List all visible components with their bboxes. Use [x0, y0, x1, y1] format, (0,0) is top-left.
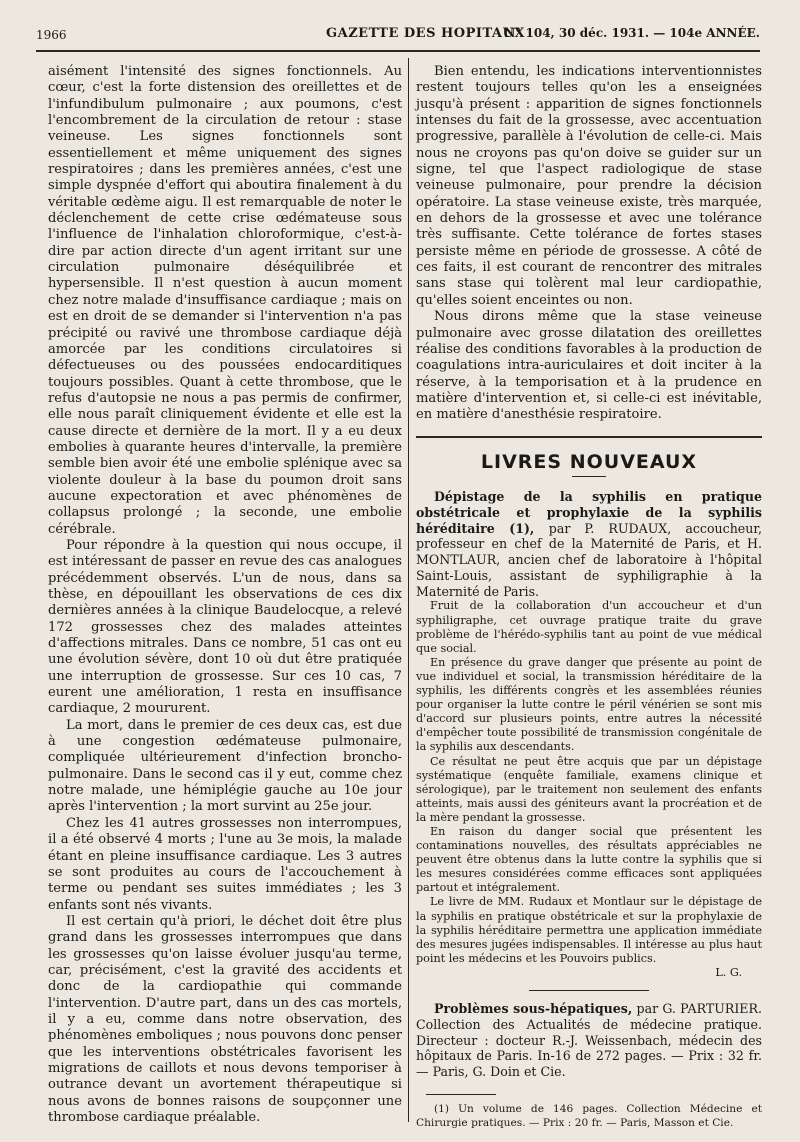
- paragraph: Nous dirons même que la stase veineuse pulmonaire avec grosse dilatation des oreillettes réalise des conditions favorables à la production de coagulations intra-auriculaires et doit inciter à la réserve, à la temporisation et à la prudence en matière d'intervention et, si celle-ci est inévitable, en matière d'anesthésie respiratoire.: [416, 309, 762, 423]
- header-rule: [36, 50, 760, 52]
- book-review: [416, 599, 762, 980]
- paragraph: La mort, dans le premier de ces deux cas, est due à une congestion œdémateuse pulmonaire, compliquée ultérieurement d'infection broncho-pulmonaire. Dans le second cas il y eut, comme chez notre malade, une hémiplégie gauche au 10e jour après l'intervention ; la mort survint au 25e jour.: [48, 717, 402, 815]
- left-column: [48, 64, 402, 1126]
- paragraph: Il est certain qu'à priori, le déchet doit être plus grand dans les grossesses interrompues que dans les grossesses qu'on laisse évoluer jusqu'au terme, car, précisément, c'est la gravité des accidents et donc de la cardiopathie qui commande l'intervention. D'autre part, dans un des cas mortels, il y a eu, comme dans notre observation, des phénomènes emboliques ; nous pouvons donc penser que les interventions obstétricales favorisent les migrations de caillots et nous devons temporiser à outrance devant un avortement thérapeutique si nous avons de bonnes raisons de soupçonner une thrombose cardiaque préalable.: [48, 913, 402, 1125]
- paragraph: Pour répondre à la question qui nous occupe, il est intéressant de passer en revue des cas analogues précédemment observés. L'un de nous, dans sa thèse, en dépouillant les observations de ces dix dernières années à la clinique Baudelocque, a relevé 172 grossesses chez des malades atteintes d'affections mitrales. Dans ce nombre, 51 cas ont eu une évolution sévère, dont 10 où dut être pratiquée une interruption de grossesse. Sur ces 10 cas, 7 eurent une amélioration, 1 resta en insuffisance cardiaque, 2 moururent.: [48, 537, 402, 717]
- separator: [529, 990, 649, 991]
- review-paragraph: Fruit de la collaboration d'un accoucheur et d'un syphiligraphe, cet ouvrage pratique traite du grave problème de l'hérédo-syphilis tant au point de vue médical que social.: [416, 599, 762, 655]
- review-paragraph: En présence du grave danger que présente au point de vue individuel et social, la transmission héréditaire de la syphilis, les différents congrès et les assemblées réunies pour organiser la lutte contre le péril vénérien se sont mis d'accord sur plusieurs points, entre autres la nécessité d'empêcher toute possibilité de transmission congénitale de la syphilis aux descendants.: [416, 655, 762, 754]
- paragraph: aisément l'intensité des signes fonctionnels. Au cœur, c'est la forte distension des oreillettes et de l'infundibulum pulmonaire ; aux poumons, c'est l'encombrement de la circulation de retour : stase veineuse. Les signes fonctionnels sont essentiellement et même uniquement des signes respiratoires ; dans les premières années, c'est une simple dyspnée d'effort qui aboutira finalement à du véritable œdème aigu. Il est remarquable de noter le déclenchement de cette crise œdémateuse sous l'influence de l'inhalation chloroformique, c'est-à-dire par action directe d'un agent irritant sur une circulation pulmonaire déséquilibrée et hypersensible. Il n'est question à aucun moment chez notre malade d'insuffisance cardiaque ; mais on est en droit de se demander si l'intervention n'a pas précipité ou ravivé une thrombose cardiaque déjà amorcée par les conditions circulatoires si défectueuses ou des poussées endocarditiques toujours possibles. Quant à cette thrombose, que le refus d'autopsie ne nous a pas permis de confirmer, elle nous paraît cliniquement évidente et elle est la cause directe et dernière de la mort. Il y a eu deux embolies à quarante heures d'intervalle, la première semble bien avoir été une embolie splénique avec sa violente douleur à la base du poumon droit sans aucune expectoration et avec phénomènes de collapsus prolongé ; la seconde, une embolie cérébrale.: [48, 64, 402, 537]
- paragraph: Bien entendu, les indications interventionnistes restent toujours telles qu'on les a enseignées jusqu'à présent : apparition de signes fonctionnels intenses du fait de la grossesse, avec accentuation progressive, parallèle à l'évolution de celle-ci. Mais nous ne croyons pas qu'on doive se guider sur un signe, tel que l'aspect radiologique de stase veineuse pulmonaire, pour prendre la décision opératoire. La stase veineuse existe, très marquée, en dehors de la grossesse et avec une tolérance très suffisante. Cette tolérance de fortes stases persiste même en période de grossesse. A côté de ces faits, il est courant de rencontrer des mitrales sans stase qui tolèrent mal leur cardiopathie, qu'elles soient enceintes ou non.: [416, 64, 762, 308]
- review-paragraph: Le livre de MM. Rudaux et Montlaur sur le dépistage de la syphilis en pratique obstétricale et sur la prophylaxie de la syphilis héréditaire permettra une application immédiate des mesures jugées indispensables. Il intéresse au plus haut point les médecins et les Pouvoirs publics.: [416, 895, 762, 965]
- review-paragraph: En raison du danger social que présentent les contaminations nouvelles, des résultats appréciables ne peuvent être obtenus dans la lutte contre la syphilis que si les mesures considérées comme efficaces sont appliquées partout et intégralement.: [416, 824, 762, 895]
- book-title-text: Dépistage de la syphilis en pratique obstétricale et prophylaxie de la syphilis héréditaire (1),: [416, 488, 762, 536]
- book-authors: par P. RUDAUX, accoucheur, professeur en chef de la Maternité de Paris, et H. MONTLAUR, ancien chef de laboratoire à l'hôpital Saint-Louis, assistant de syphiligraphie à la Maternité de Paris.: [416, 520, 763, 599]
- title-underline: [572, 476, 606, 477]
- paragraph: Chez les 41 autres grossesses non interrompues, il a été observé 4 morts ; l'une au 3e mois, la malade étant en pleine insuffisance cardiaque. Les 3 autres se sont produites au cours de l'accouchement à terme ou pendant ses suites immédiates ; les 3 enfants sont nés vivants.: [48, 815, 402, 913]
- book-title-text: Problèmes sous-hépatiques,: [434, 1001, 633, 1017]
- page-number: 1966: [36, 28, 67, 42]
- right-column: [416, 64, 762, 1130]
- review-signature: L. G.: [715, 965, 742, 979]
- book-title: [416, 489, 762, 600]
- column-divider: [408, 58, 409, 1122]
- section-title: LIVRES NOUVEAUX: [480, 450, 698, 473]
- footnote-rule: [426, 1094, 496, 1095]
- footnote: (1) Un volume de 146 pages. Collection Médecine et Chirurgie pratiques. — Prix : 20 fr. — Paris, Masson et Cie.: [416, 1103, 762, 1129]
- issue-info: N° 104, 30 déc. 1931. — 104e ANNÉE.: [504, 26, 760, 40]
- review-paragraph: Ce résultat ne peut être acquis que par un dépistage systématique (enquête familiale, examens clinique et sérologique), par le traitement non seulement des enfants atteints, mais aussi des géniteurs avant la procréation et de la mère pendant la grossesse.: [416, 754, 762, 824]
- page-header: [36, 24, 760, 46]
- book-entry: [416, 1001, 762, 1080]
- book-details: par G. PARTURIER. Collection des Actualités de médecine pratique. Directeur : docteur R.-J. Weissenbach, médecin des hôpitaux de Paris. In-16 de 272 pages. — Prix : 32 fr. — Paris, G. Doin et Cie.: [416, 1001, 762, 1080]
- section-rule: [416, 436, 762, 438]
- journal-title: GAZETTE DES HOPITAUX: [326, 26, 525, 41]
